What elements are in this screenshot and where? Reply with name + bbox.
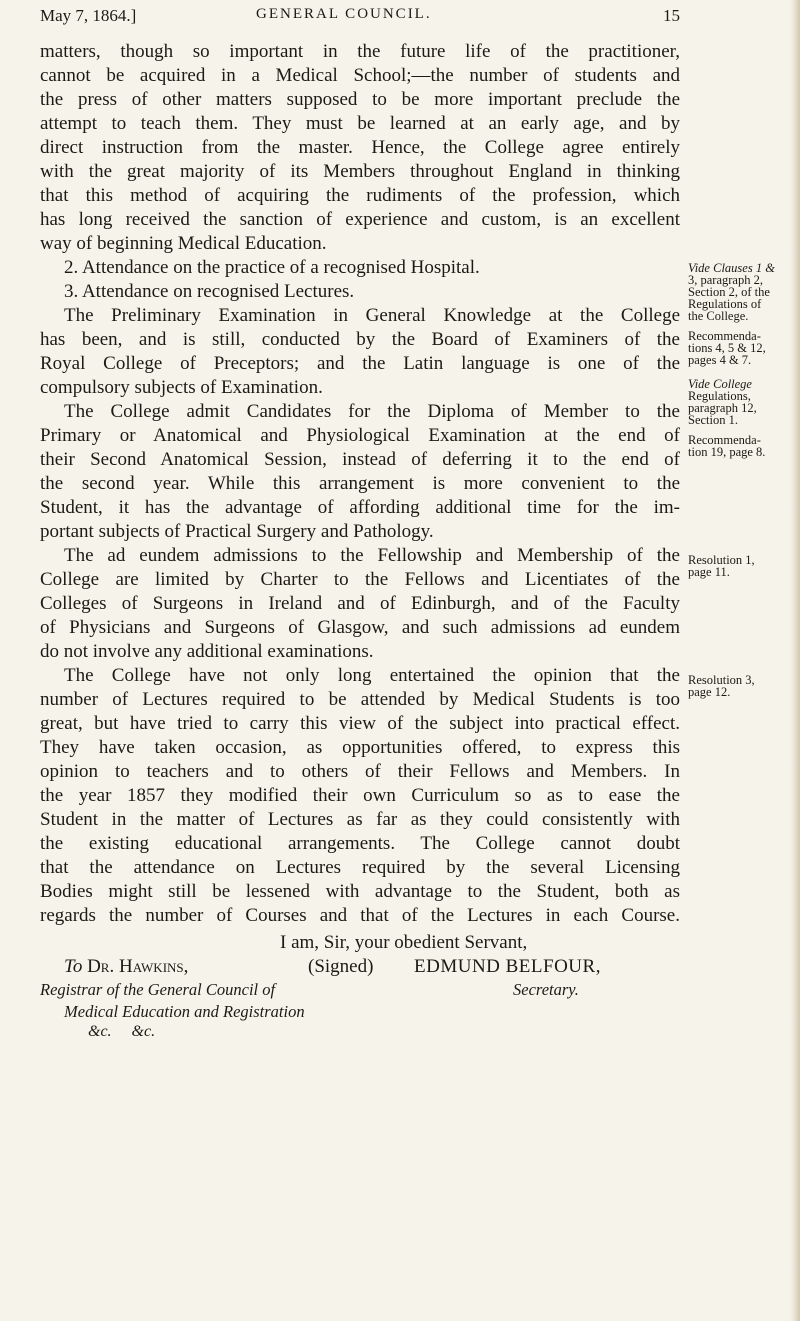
text-line: opinion to teachers and to others of their Fellows and Members. In xyxy=(40,761,680,782)
text-line: matters, though so important in the future life of the practitioner, xyxy=(40,41,680,62)
marginal-line: page 12. xyxy=(688,685,731,699)
text-line: the existing educational arrangements. The College cannot doubt xyxy=(40,833,680,854)
text-line: Primary or Anatomical and Physiological Examination at the end of xyxy=(40,425,680,446)
text-line: has been, and is still, conducted by the Board of Examiners of the xyxy=(40,329,680,350)
text-line: 3. Attendance on recognised Lectures. xyxy=(64,281,355,302)
marginal-note xyxy=(688,330,798,366)
text-line: of Physicians and Surgeons of Glasgow, and such admissions ad eundem xyxy=(40,617,680,638)
text-line: portant subjects of Practical Surgery and Pathology. xyxy=(40,521,434,542)
text-line: 2. Attendance on the practice of a recognised Hospital. xyxy=(64,257,480,278)
text-line: compulsory subjects of Examination. xyxy=(40,377,323,398)
marginal-line: Vide Clauses 1 & xyxy=(688,261,775,275)
addressee-name: Dr. Hawkins, xyxy=(87,956,189,977)
text-line: way of beginning Medical Education. xyxy=(40,233,327,254)
marginal-line: Vide College xyxy=(688,377,752,391)
header-date: May 7, 1864.] xyxy=(40,6,137,25)
text-line: They have taken occasion, as opportunities offered, to express this xyxy=(40,737,680,758)
addressee-role-line: Medical Education and Registration xyxy=(64,1002,305,1021)
text-line: Bodies might still be lessened with advantage to the Student, both as xyxy=(40,881,680,902)
addressee-line xyxy=(64,956,188,978)
marginal-line: tion 19, page 8. xyxy=(688,445,766,459)
marginal-note xyxy=(688,378,798,426)
marginal-note xyxy=(688,554,798,578)
text-line: has long received the sanction of experience and custom, is an excellent xyxy=(40,209,680,230)
text-line: The Preliminary Examination in General Knowledge at the College xyxy=(64,305,680,326)
running-header xyxy=(40,6,680,32)
text-line: The College admit Candidates for the Diploma of Member to the xyxy=(64,401,680,422)
marginal-line: page 11. xyxy=(688,565,730,579)
marginal-line: Regulations, xyxy=(688,389,751,403)
marginal-line: pages 4 & 7. xyxy=(688,353,752,367)
text-line: that this method of acquiring the rudiments of the profession, which xyxy=(40,185,680,206)
marginal-note xyxy=(688,434,798,458)
text-line: Student, it has the advantage of affording additional time for the im- xyxy=(40,497,680,518)
text-line: their Second Anatomical Session, instead of deferring it to the end of xyxy=(40,449,680,470)
marginal-note xyxy=(688,674,798,698)
text-line: with the great majority of its Members throughout England in thinking xyxy=(40,161,680,182)
page-number: 15 xyxy=(663,6,680,25)
text-line: Royal College of Preceptors; and the Latin language is one of the xyxy=(40,353,680,374)
signatory-role: Secretary. xyxy=(513,980,579,999)
marginal-line: Recommenda- xyxy=(688,329,761,343)
marginal-line: Resolution 3, xyxy=(688,673,755,687)
marginal-line: Section 1. xyxy=(688,413,738,427)
text-line: the second year. While this arrangement is more convenient to the xyxy=(40,473,680,494)
marginal-note xyxy=(688,262,798,322)
text-line: regards the number of Courses and that of the Lectures in each Course. xyxy=(40,905,680,926)
header-title: GENERAL COUNCIL. xyxy=(256,6,432,22)
text-line: The ad eundem admissions to the Fellowship and Membership of the xyxy=(64,545,680,566)
text-line: that the attendance on Lectures required by the several Licensing xyxy=(40,857,680,878)
text-line: College are limited by Charter to the Fellows and Licentiates of the xyxy=(40,569,680,590)
marginal-line: the College. xyxy=(688,309,749,323)
marginal-line: Recommenda- xyxy=(688,433,761,447)
signature-block xyxy=(40,932,680,1102)
text-line: number of Lectures required to be attended by Medical Students is too xyxy=(40,689,680,710)
text-line: the press of other matters supposed to be more important preclude the xyxy=(40,89,680,110)
closing-line: I am, Sir, your obedient Servant, xyxy=(280,932,528,953)
signatory-name: EDMUND BELFOUR, xyxy=(414,956,601,977)
text-line: Student in the matter of Lectures as far as they could consistently with xyxy=(40,809,680,830)
text-line: do not involve any additional examinations. xyxy=(40,641,374,662)
etc-line: &c. &c. xyxy=(88,1023,156,1040)
to-label: To xyxy=(64,956,83,977)
text-line: great, but have tried to carry this view of the subject into practical effect. xyxy=(40,713,680,734)
page-edge-shadow xyxy=(790,0,800,1321)
marginal-line: Section 2, of the xyxy=(688,285,770,299)
marginal-line: Resolution 1, xyxy=(688,553,755,567)
text-line: direct instruction from the master. Hence, the College agree entirely xyxy=(40,137,680,158)
text-line: The College have not only long entertained the opinion that the xyxy=(64,665,680,686)
body-text xyxy=(40,40,680,928)
text-line: Colleges of Surgeons in Ireland and of Edinburgh, and of the Faculty xyxy=(40,593,680,614)
text-line: attempt to teach them. They must be learned at an early age, and by xyxy=(40,113,680,134)
marginal-line: 3, paragraph 2, xyxy=(688,273,763,287)
signed-label: (Signed) xyxy=(308,956,374,977)
marginal-line: paragraph 12, xyxy=(688,401,757,415)
addressee-role-line: Registrar of the General Council of xyxy=(40,980,276,999)
marginal-line: tions 4, 5 & 12, xyxy=(688,341,766,355)
text-line: cannot be acquired in a Medical School;—the number of students and xyxy=(40,65,680,86)
marginal-line: Regulations of xyxy=(688,297,762,311)
text-line: the year 1857 they modified their own Curriculum so as to ease the xyxy=(40,785,680,806)
